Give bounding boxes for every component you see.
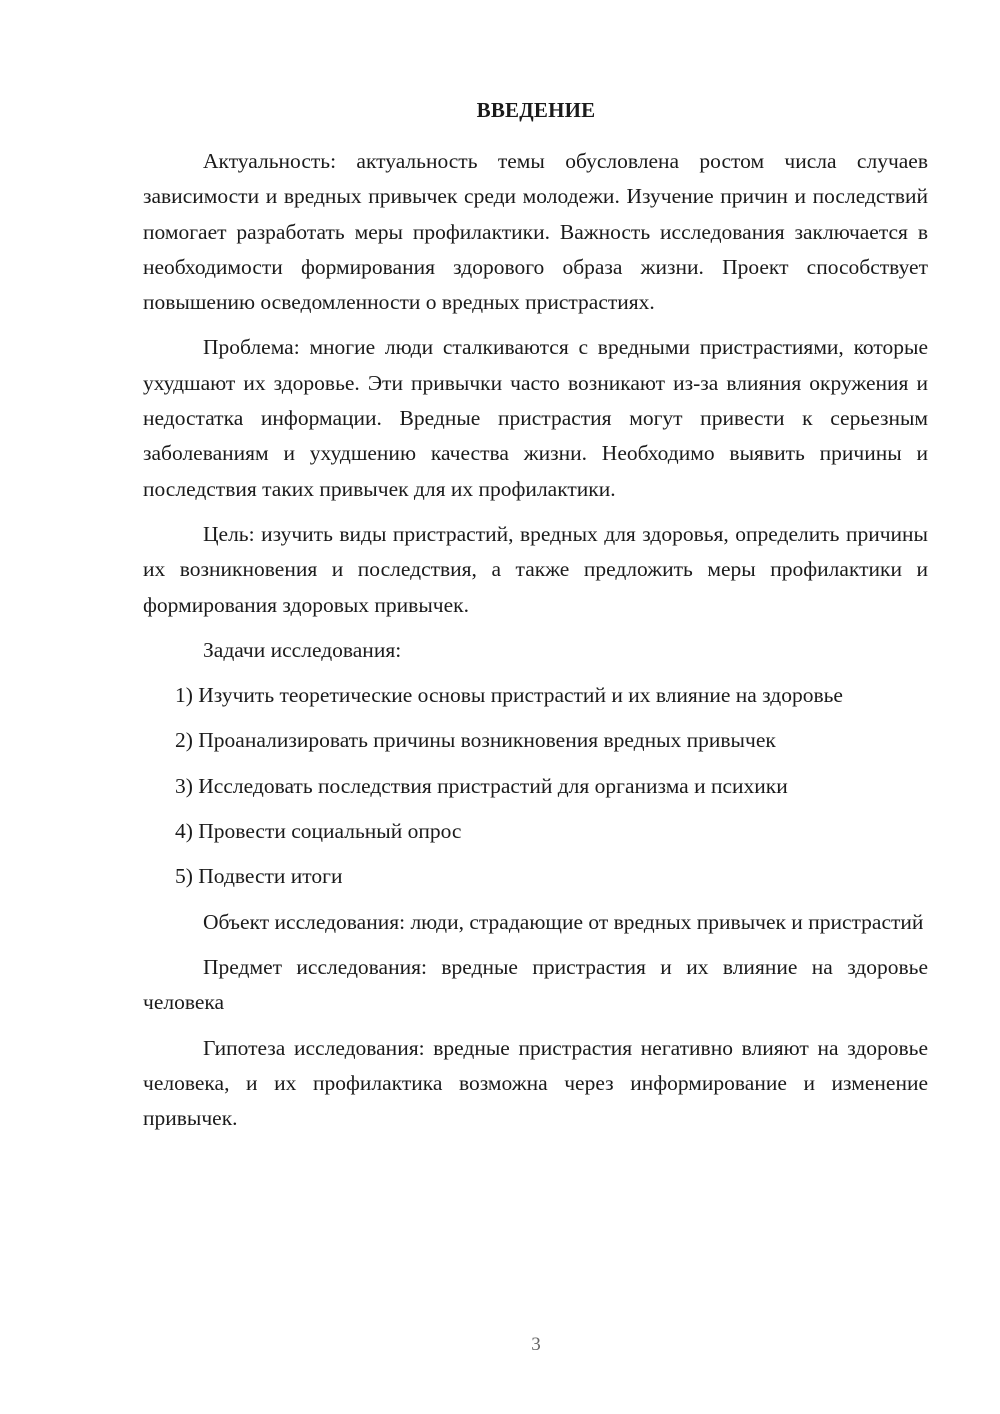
object-paragraph: Объект исследования: люди, страдающие от вредных привычек и пристрастий <box>203 909 924 934</box>
task-item-2: 2) Проанализировать причины возникновения вредных привычек <box>175 728 776 753</box>
page-title: ВВЕДЕНИЕ <box>476 98 596 122</box>
relevance-paragraph: Актуальность: актуальность темы обусловлена ростом числа случаев зависимости и вредных привычек среди молодежи. Изучение причин и последствий помогает разработать меры профилактики. Важность исследования заключается в необходимости формирования здорового образа жизни. Проект способствует повышению осведомленности о вредных пристрастиях. <box>143 149 928 315</box>
tasks-heading: Задачи исследования: <box>203 637 402 662</box>
task-item-5: 5) Подвести итоги <box>175 864 343 889</box>
page-number: 3 <box>531 1334 541 1355</box>
task-item-1: 1) Изучить теоретические основы пристрастий и их влияние на здоровье <box>175 683 843 708</box>
page-body <box>143 144 928 1146</box>
task-item-3: 3) Исследовать последствия пристрастий для организма и психики <box>175 773 788 798</box>
hypothesis-paragraph: Гипотеза исследования: вредные пристрастия негативно влияют на здоровье человека, и их профилактика возможна через информирование и изменение привычек. <box>143 1035 928 1131</box>
subject-paragraph: Предмет исследования: вредные пристрастия и их влияние на здоровье человека <box>143 954 928 1015</box>
goal-paragraph: Цель: изучить виды пристрастий, вредных для здоровья, определить причины их возникновения и последствия, а также предложить меры профилактики и формирования здоровых привычек. <box>143 521 928 617</box>
task-item-4: 4) Провести социальный опрос <box>175 819 462 844</box>
problem-paragraph: Проблема: многие люди сталкиваются с вредными пристрастиями, которые ухудшают их здоровье. Эти привычки часто возникают из-за влияния окружения и недостатка информации. Вредные пристрастия могут привести к серьезным заболеваниям и ухудшению качества жизни. Необходимо выявить причины и последствия таких привычек для их профилактики. <box>143 335 928 501</box>
